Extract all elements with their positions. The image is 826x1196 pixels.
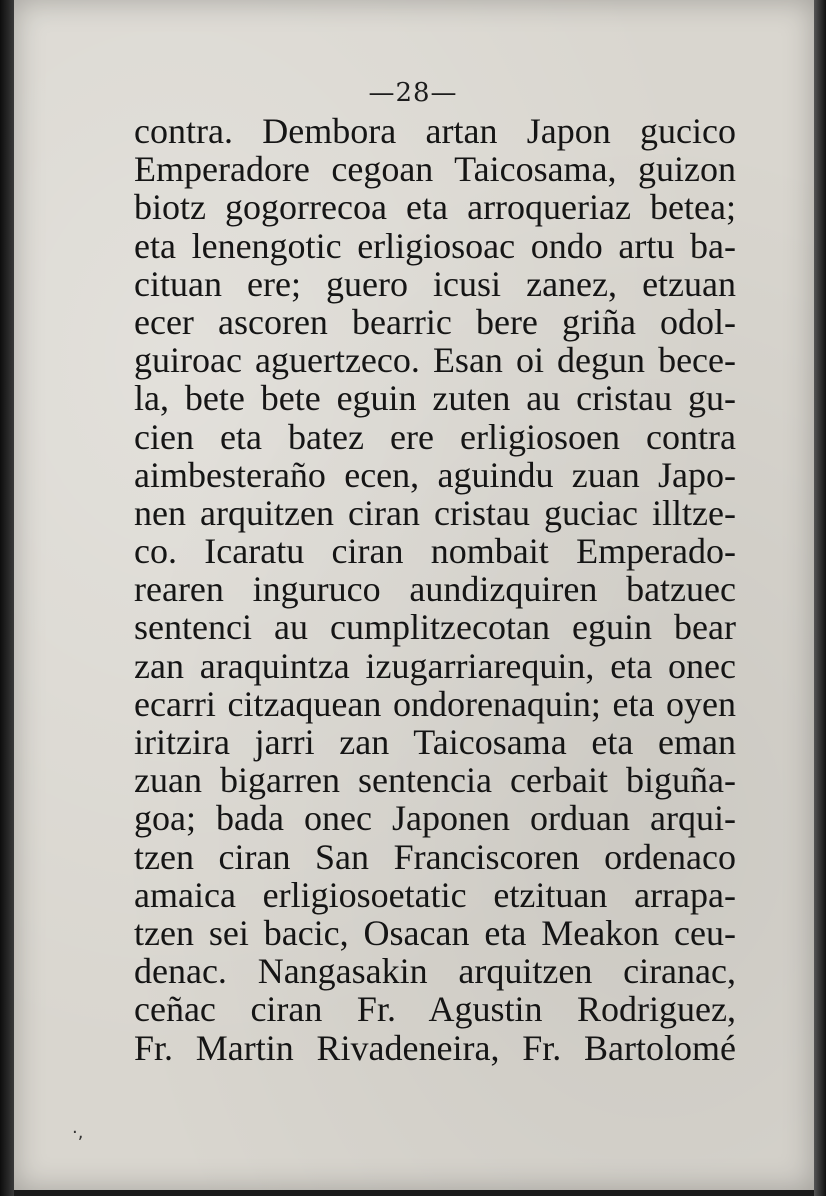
book-gutter-shadow bbox=[0, 0, 14, 1196]
text-line: iritzira jarri zan Taicosama eta eman bbox=[134, 722, 736, 762]
text-line: nen arquitzen ciran cristau guciac illtze- bbox=[134, 492, 736, 533]
text-line: tzen ciran San Franciscoren ordenaco bbox=[134, 836, 736, 877]
text-line: ecer ascoren bearric bere griña odol- bbox=[134, 301, 736, 342]
ink-specks-decoration: ·, bbox=[72, 1122, 84, 1143]
text-line: biotz gogorrecoa eta arroqueriaz betea; bbox=[134, 187, 736, 228]
text-line: guiroac aguertzeco. Esan oi degun bece- bbox=[134, 340, 736, 381]
text-line: co. Icaratu ciran nombait Emperado- bbox=[134, 531, 736, 572]
text-line: zan araquintza izugarriarequin, eta onec bbox=[134, 645, 736, 686]
body-text bbox=[134, 112, 736, 1067]
text-line: goa; bada onec Japonen orduan arqui- bbox=[134, 798, 736, 839]
text-line: tzen sei bacic, Osacan eta Meakon ceu- bbox=[134, 912, 736, 953]
page-number: —28— bbox=[368, 78, 458, 108]
text-line: la, bete bete eguin zuten au cristau gu- bbox=[134, 378, 736, 419]
text-line: zuan bigarren sentencia cerbait biguña- bbox=[134, 760, 736, 801]
text-line: Emperadore cegoan Taicosama, guizon bbox=[134, 149, 736, 190]
text-line: cituan ere; guero icusi zanez, etzuan bbox=[134, 263, 736, 304]
text-line: contra. Dembora artan Japon gucico bbox=[134, 111, 736, 151]
text-line: Fr. Martin Rivadeneira, Fr. Bartolomé bbox=[134, 1027, 736, 1068]
text-line: cien eta batez ere erligiosoen contra bbox=[134, 416, 736, 457]
text-line: aimbesteraño ecen, aguindu zuan Japo- bbox=[134, 454, 736, 495]
page-edge-shadow bbox=[814, 0, 826, 1196]
text-line: eta lenengotic erligiosoac ondo artu ba- bbox=[134, 225, 736, 266]
text-line: amaica erligiosoetatic etzituan arrapa- bbox=[134, 874, 736, 915]
text-line: ecarri citzaquean ondorenaquin; eta oyen bbox=[134, 683, 736, 724]
text-line: sentenci au cumplitzecotan eguin bear bbox=[134, 607, 736, 648]
text-line: ceñac ciran Fr. Agustin Rodriguez, bbox=[134, 989, 736, 1030]
text-line: denac. Nangasakin arquitzen ciranac, bbox=[134, 951, 736, 992]
text-line: rearen inguruco aundizquiren batzuec bbox=[134, 569, 736, 610]
